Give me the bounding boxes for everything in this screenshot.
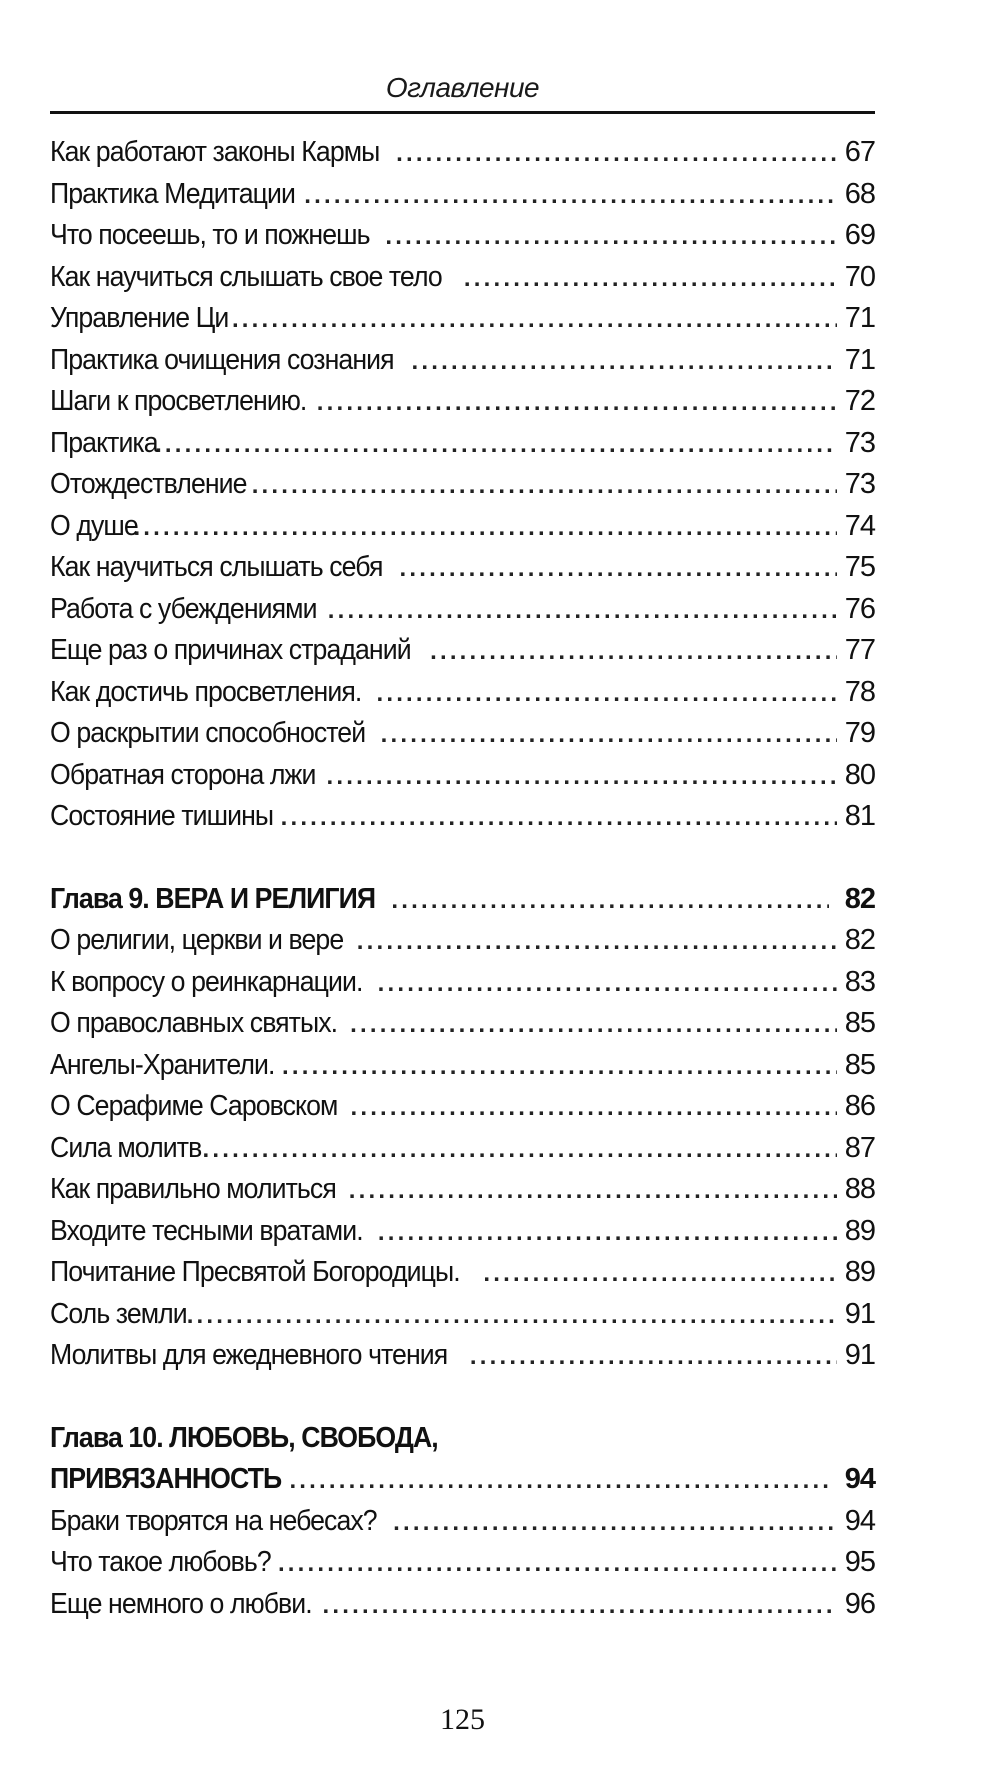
chapter-page: 94: [844, 1463, 875, 1495]
toc-entry-title: Ангелы-Хранители.: [50, 1048, 275, 1081]
toc-entry: [50, 1256, 875, 1298]
dot-leader: [381, 721, 837, 749]
chapter-page: 82: [844, 882, 875, 915]
page-number: 125: [440, 1703, 485, 1736]
toc-entry-page: 80: [844, 758, 875, 791]
dot-leader: [304, 182, 837, 210]
toc-entry: [50, 593, 875, 635]
toc-entry-title: Как научиться слышать себя: [50, 551, 383, 583]
toc-entry-page: 82: [844, 924, 875, 956]
toc-entry-title: Входите тесными вратами.: [50, 1214, 363, 1247]
toc-entry-title: Браки творятся на небесах?: [50, 1504, 377, 1537]
toc-entry-page: 74: [844, 509, 875, 542]
dot-leader: [357, 928, 837, 956]
dot-leader: [317, 389, 837, 417]
toc-entry-title: Как достичь просветления.: [50, 675, 362, 708]
toc-entry-page: 87: [844, 1131, 875, 1164]
toc-entry: [50, 924, 875, 966]
toc-entry: [50, 676, 875, 718]
toc-entry-page: 95: [844, 1546, 875, 1578]
dot-leader: [350, 1094, 837, 1122]
dot-leader: [155, 431, 837, 459]
toc-entry-title: Отождествление: [50, 468, 247, 500]
section-gap: [50, 1381, 875, 1422]
toc-entry-title: Еще раз о причинах страданий: [50, 634, 411, 666]
toc-entry-page: 89: [844, 1214, 875, 1247]
toc-entry-title: Практика очищения сознания: [50, 343, 394, 376]
toc-entry-page: 78: [844, 675, 875, 708]
toc-entry: [50, 634, 875, 676]
toc-entry-page: 94: [844, 1504, 875, 1537]
dot-leader: [378, 1219, 837, 1247]
toc-entry-title: О религии, церкви и вере: [50, 924, 344, 956]
chapter-heading-9: [50, 883, 875, 925]
dot-leader: [327, 763, 837, 791]
toc-entry-page: 88: [844, 1173, 875, 1205]
chapter-heading-10-line2: [50, 1463, 875, 1505]
toc-entry: [50, 1132, 875, 1174]
toc-entry-title: Как работают законы Кармы: [50, 136, 380, 168]
toc-entry: [50, 1588, 875, 1630]
toc-entry-title: Обратная сторона лжи: [50, 758, 316, 791]
dot-leader: [400, 555, 838, 583]
dot-leader: [385, 223, 837, 251]
toc-entry: [50, 1546, 875, 1588]
dot-leader: [289, 1467, 829, 1495]
toc-entry-page: 68: [844, 177, 875, 210]
dot-leader: [187, 1302, 837, 1330]
chapter-title: Глава 9. ВЕРА И РЕЛИГИЯ: [50, 882, 376, 915]
header-rule: [50, 111, 875, 114]
toc-entry: [50, 800, 875, 842]
dot-leader: [412, 348, 837, 376]
chapter-heading-10-line1: [50, 1422, 875, 1464]
toc-entry: [50, 385, 875, 427]
toc-entry-page: 69: [844, 219, 875, 251]
dot-leader: [232, 306, 837, 334]
toc-entry: [50, 136, 875, 178]
toc-entry: [50, 1007, 875, 1049]
dot-leader: [278, 1550, 837, 1578]
toc-entry-page: 73: [844, 468, 875, 500]
toc-entry-title: Почитание Пресвятой Богородицы.: [50, 1256, 460, 1288]
toc-entry: [50, 510, 875, 552]
chapter-title: Глава 10. ЛЮБОВЬ, СВОБОДА,: [50, 1421, 438, 1454]
toc-entry-page: 77: [844, 634, 875, 666]
toc-entry: [50, 219, 875, 261]
dot-leader: [350, 1011, 837, 1039]
toc-entry: [50, 1505, 875, 1547]
toc-entry-title: Что посеешь, то и пожнешь: [50, 219, 370, 251]
toc-entry-page: 73: [844, 426, 875, 459]
toc-entry-page: 76: [844, 592, 875, 625]
dot-leader: [281, 804, 837, 832]
dot-leader: [133, 514, 837, 542]
toc-entry-page: 89: [844, 1256, 875, 1288]
toc-entry: [50, 551, 875, 593]
toc-entry: [50, 1173, 875, 1215]
section-gap: [50, 842, 875, 883]
toc-entry-title: О Серафиме Саровском: [50, 1090, 338, 1122]
toc-entry-page: 96: [844, 1587, 875, 1620]
toc-entry: [50, 344, 875, 386]
toc-entry-title: Как научиться слышать свое тело: [50, 260, 442, 293]
toc-entry: [50, 178, 875, 220]
toc-entry-page: 85: [844, 1007, 875, 1039]
dot-leader: [470, 1343, 837, 1371]
toc-entry: [50, 759, 875, 801]
toc-entry-page: 83: [844, 965, 875, 998]
toc-entry-title: Еще немного о любви.: [50, 1587, 312, 1620]
toc-entry-title: К вопросу о реинкарнации.: [50, 965, 363, 998]
dot-leader: [349, 1177, 837, 1205]
dot-leader: [203, 1136, 838, 1164]
toc-entry: [50, 302, 875, 344]
chapter-title-continued: ПРИВЯЗАННОСТЬ: [50, 1463, 282, 1495]
toc-entry-page: 67: [844, 136, 875, 168]
toc-entry: [50, 1090, 875, 1132]
dot-leader: [464, 265, 837, 293]
toc-entry-title: Что такое любовь?: [50, 1546, 271, 1578]
toc-entry: [50, 717, 875, 759]
toc-entry: [50, 1339, 875, 1381]
dot-leader: [323, 1592, 837, 1620]
toc-entry-title: О раскрытии способностей: [50, 717, 366, 749]
table-of-contents: [50, 136, 875, 1629]
dot-leader: [378, 970, 837, 998]
toc-entry-page: 91: [844, 1297, 875, 1330]
running-header: Оглавление: [385, 72, 540, 103]
toc-entry-page: 75: [844, 551, 875, 583]
toc-entry-title: Шаги к просветлению.: [50, 385, 307, 417]
toc-entry: [50, 1215, 875, 1257]
toc-entry: [50, 1298, 875, 1340]
toc-entry-title: Соль земли: [50, 1297, 187, 1330]
dot-leader: [430, 638, 837, 666]
toc-entry-title: Сила молитв: [50, 1131, 202, 1164]
dot-leader: [483, 1260, 837, 1288]
toc-entry-title: Практика: [50, 426, 158, 459]
toc-entry-page: 81: [844, 800, 875, 832]
toc-entry-title: Состояние тишины: [50, 800, 274, 832]
toc-entry-title: Практика Медитации: [50, 177, 295, 210]
dot-leader: [376, 680, 837, 708]
toc-entry-title: Управление Ци: [50, 302, 229, 334]
dot-leader: [393, 1509, 837, 1537]
dot-leader: [396, 140, 837, 168]
toc-entry-page: 91: [844, 1339, 875, 1371]
toc-entry-title: О душе: [50, 509, 138, 542]
toc-entry-title: Молитвы для ежедневного чтения: [50, 1339, 448, 1371]
toc-entry-title: Как правильно молиться: [50, 1173, 336, 1205]
toc-entry: [50, 1049, 875, 1091]
toc-entry-page: 70: [844, 260, 875, 293]
toc-entry-page: 71: [844, 343, 875, 376]
dot-leader: [252, 472, 837, 500]
toc-entry: [50, 468, 875, 510]
toc-entry-page: 85: [844, 1048, 875, 1081]
toc-entry: [50, 261, 875, 303]
dot-leader: [328, 597, 837, 625]
toc-entry-title: О православных святых.: [50, 1007, 338, 1039]
toc-entry-page: 71: [844, 302, 875, 334]
toc-entry: [50, 427, 875, 469]
dot-leader: [391, 887, 829, 915]
dot-leader: [282, 1053, 837, 1081]
toc-entry-page: 86: [844, 1090, 875, 1122]
toc-entry-title: Работа с убеждениями: [50, 592, 317, 625]
toc-entry-page: 79: [844, 717, 875, 749]
toc-entry-page: 72: [844, 385, 875, 417]
toc-entry: [50, 966, 875, 1008]
